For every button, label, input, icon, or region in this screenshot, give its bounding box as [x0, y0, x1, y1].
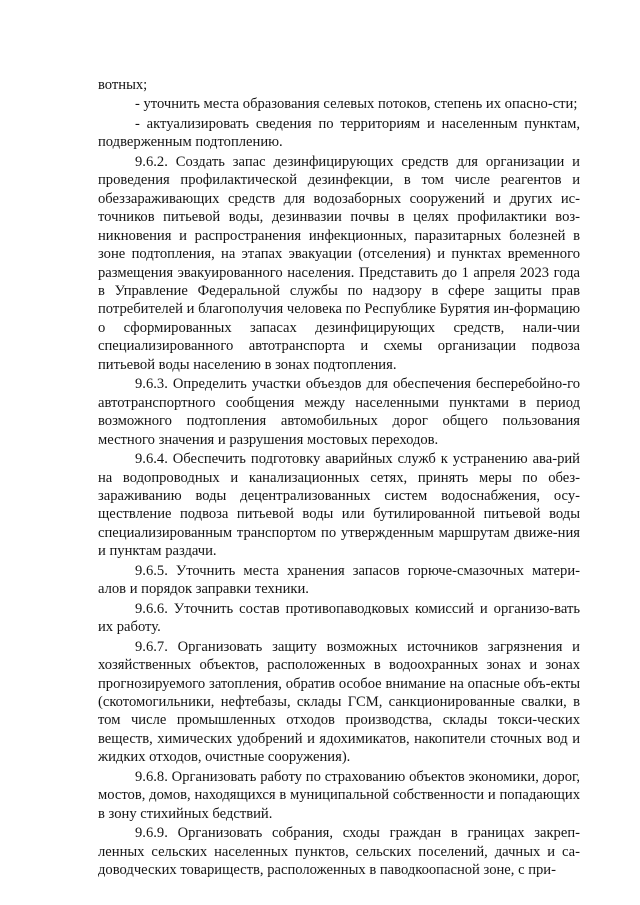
paragraph-9-6-8: 9.6.8. Организовать работу по страхованию объектов экономики, дорог, мостов, домов, находящихся в муниципальной собственности и попадающих в зону стихийных бедствий. — [98, 768, 580, 822]
paragraph-flooding-item: - актуализировать сведения по территориям и населенным пунктам, подверженным подтоплению. — [98, 115, 580, 151]
paragraph-9-6-9: 9.6.9. Организовать собрания, сходы граждан в границах закреп-ленных сельских населенных пунктов, сельских поселений, дачных и са-доводческих товариществ, расположенных в паводкоопасной зоне, с при- — [98, 825, 580, 879]
paragraph-continuation: вотных; — [98, 77, 148, 93]
paragraph-mudflow-item: - уточнить места образования селевых потоков, степень их опасно-сти; — [135, 96, 578, 113]
paragraph-9-6-4: 9.6.4. Обеспечить подготовку аварийных служб к устранению ава-рий на водопроводных и канализационных сетях, принять меры по обез-зараживанию воды децентрализованных систем водоснабжения, осу-ществление подвоза питьевой воды или бутилированной питьевой воды специализированным транспортом по утвержденным маршрутам движе-ния и пунктам раздачи. — [98, 451, 580, 560]
paragraph-9-6-6: 9.6.6. Уточнить состав противопаводковых комиссий и организо-вать их работу. — [98, 600, 580, 636]
document-page — [98, 76, 580, 880]
paragraph-9-6-5: 9.6.5. Уточнить места хранения запасов горюче-смазочных матери-алов и порядок заправки техники. — [98, 562, 580, 598]
paragraph-9-6-3: 9.6.3. Определить участки объездов для обеспечения бесперебойно-го автотранспортного сообщения между населенными пунктами в период возможного подтопления автомобильных дорог общего пользования местного значения и разрушения мостовых переходов. — [98, 376, 580, 448]
paragraph-9-6-7: 9.6.7. Организовать защиту возможных источников загрязнения и хозяйственных объектов, расположенных в водоохранных зонах и зонах прогнозируемого затопления, обратив особое внимание на опасные объ-екты (скотомогильники, нефтебазы, склады ГСМ, санкционированные свалки, в том числе промышленных отходов производства, склады токси-ческих веществ, химических удобрений и ядохимикатов, накопители сточных вод и жидких отходов, очистные сооружения). — [98, 638, 580, 766]
paragraph-9-6-2: 9.6.2. Создать запас дезинфицирующих средств для организации и проведения профилактической дезинфекции, в том числе реагентов и обеззараживающих средств для водозаборных сооружений и других ис-точников питьевой воды, дезинвазии почвы в целях профилактики воз-никновения и распространения инфекционных, паразитарных болезней в зоне подтопления, на этапах эвакуации (отселения) и пунктах временного размещения эвакуированного населения. Представить до 1 апреля 2023 года в Управление Федеральной службы по надзору в сфере защиты прав потребителей и благополучия человека по Республике Бурятия ин-формацию о сформированных запасах дезинфицирующих средств, нали-чии специализированного автотранспорта и схемы организации подвоза питьевой воды населению в зонах подтопления. — [98, 153, 580, 373]
